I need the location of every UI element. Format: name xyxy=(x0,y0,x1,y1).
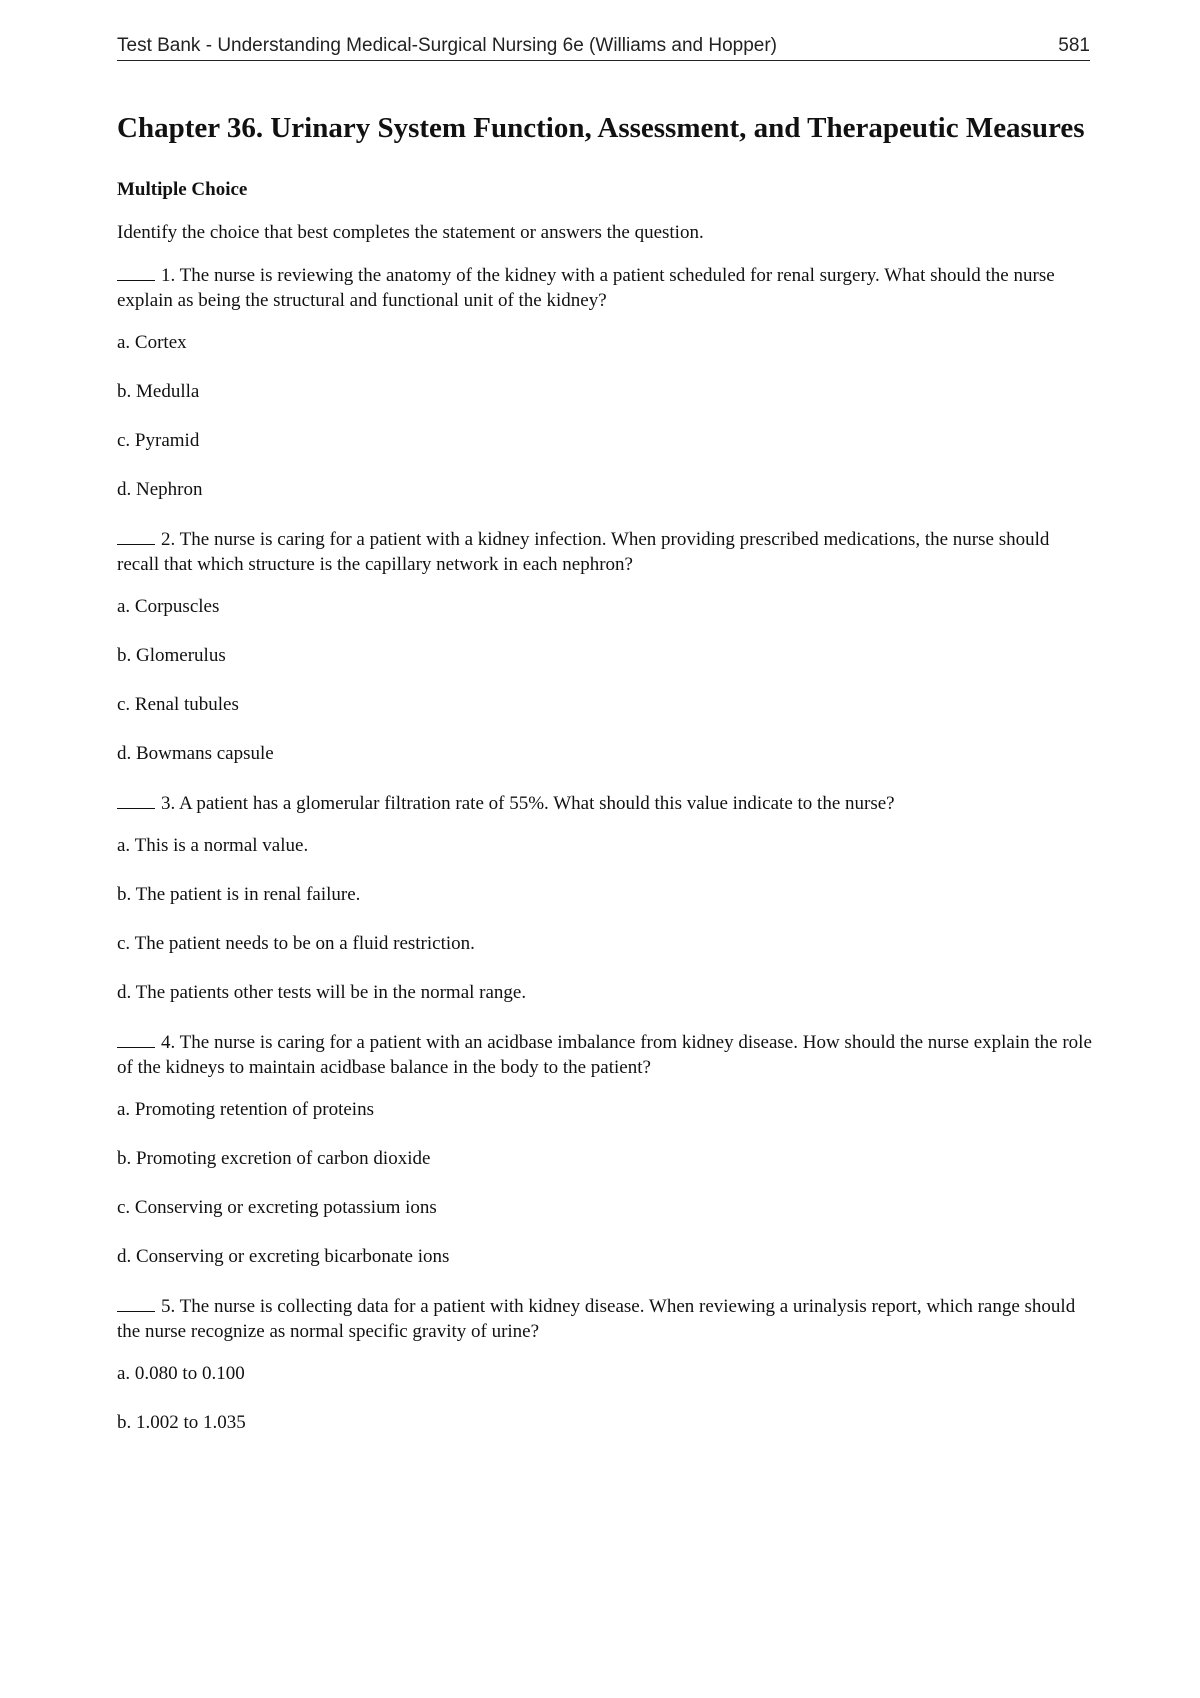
answer-option: a. 0.080 to 0.100 xyxy=(117,1363,245,1384)
answer-option: a. Promoting retention of proteins xyxy=(117,1099,374,1120)
running-header xyxy=(117,34,1090,61)
question-text: 1. The nurse is reviewing the anatomy of the kidney with a patient scheduled for renal surgery. What should the nurse explain as being the structural and functional unit of the kidney? xyxy=(117,265,1055,311)
answer-option: b. Medulla xyxy=(117,381,200,402)
answer-option: d. Nephron xyxy=(117,479,203,500)
answer-option: a. Corpuscles xyxy=(117,596,220,617)
answer-option: a. Cortex xyxy=(117,332,187,353)
answer-option: c. Pyramid xyxy=(117,430,200,451)
instructions: Identify the choice that best completes the statement or answers the question. xyxy=(117,222,704,243)
question-text: 5. The nurse is collecting data for a patient with kidney disease. When reviewing a urinalysis report, which range should the nurse recognize as normal specific gravity of urine? xyxy=(117,1296,1076,1342)
question-stem xyxy=(117,1294,1092,1344)
page-content xyxy=(117,110,1092,1435)
question-4 xyxy=(117,1030,1092,1269)
question-stem xyxy=(117,263,1092,313)
answer-blank xyxy=(117,264,155,281)
answer-option: d. Conserving or excreting bicarbonate ions xyxy=(117,1246,450,1267)
question-1 xyxy=(117,263,1092,502)
section-title: Multiple Choice xyxy=(117,179,248,200)
answer-option: b. 1.002 to 1.035 xyxy=(117,1412,246,1433)
question-text: 4. The nurse is caring for a patient with an acidbase imbalance from kidney disease. How should the nurse explain the role of the kidneys to maintain acidbase balance in the body to the patient? xyxy=(117,1032,1092,1078)
answer-blank xyxy=(117,528,155,545)
answer-option: c. Renal tubules xyxy=(117,694,239,715)
page-number: 581 xyxy=(1058,35,1090,56)
answer-option: d. Bowmans capsule xyxy=(117,743,274,764)
answer-option: c. The patient needs to be on a fluid restriction. xyxy=(117,933,475,954)
answer-blank xyxy=(117,1031,155,1048)
chapter-title: Chapter 36. Urinary System Function, Assessment, and Therapeutic Measures xyxy=(117,112,1085,144)
answer-option: b. Glomerulus xyxy=(117,645,226,666)
answer-option: b. The patient is in renal failure. xyxy=(117,884,361,905)
question-5 xyxy=(117,1294,1092,1435)
answer-option: d. The patients other tests will be in the normal range. xyxy=(117,982,527,1003)
question-text: 3. A patient has a glomerular filtration rate of 55%. What should this value indicate to the nurse? xyxy=(161,793,895,814)
question-3 xyxy=(117,791,1092,1005)
answer-option: a. This is a normal value. xyxy=(117,835,309,856)
header-title: Test Bank - Understanding Medical-Surgical Nursing 6e (Williams and Hopper) xyxy=(117,35,777,56)
answer-option: b. Promoting excretion of carbon dioxide xyxy=(117,1148,431,1169)
answer-blank xyxy=(117,792,155,809)
answer-blank xyxy=(117,1295,155,1312)
answer-option: c. Conserving or excreting potassium ions xyxy=(117,1197,437,1218)
question-stem xyxy=(117,527,1092,577)
question-stem xyxy=(117,1030,1092,1080)
question-stem xyxy=(117,791,1092,816)
question-text: 2. The nurse is caring for a patient with a kidney infection. When providing prescribed medications, the nurse should recall that which structure is the capillary network in each nephron? xyxy=(117,529,1050,575)
question-2 xyxy=(117,527,1092,766)
